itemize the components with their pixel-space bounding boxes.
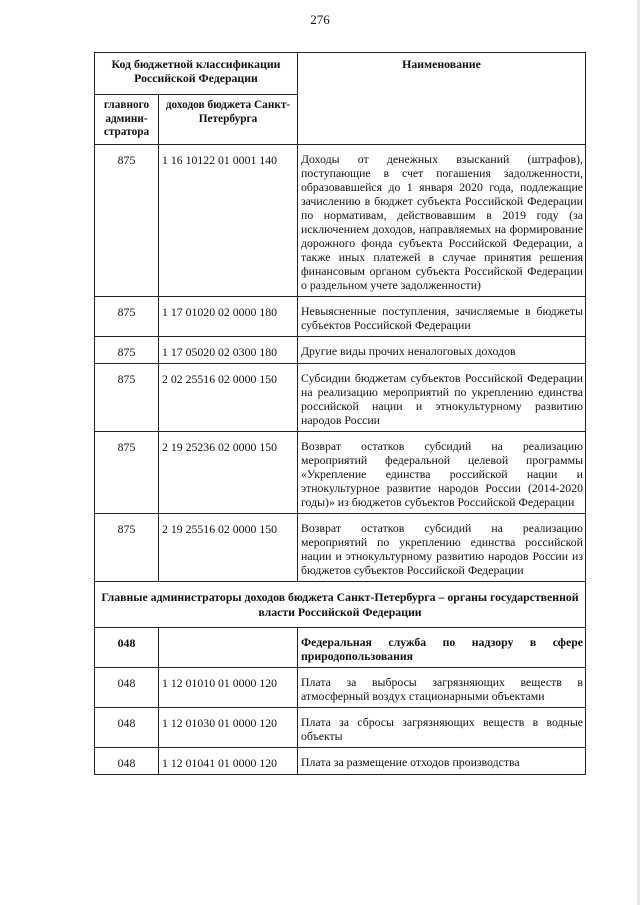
income-code-cell: 1 12 01041 01 0000 120: [159, 747, 298, 774]
table-row: [95, 296, 586, 336]
admin-code-cell: 875: [95, 513, 159, 581]
name-cell: Доходы от денежных взысканий (штрафов), поступающие в счет погашения задолженности, образовавшейся до 1 января 2020 года, подлежащие зачислению в бюджет субъекта Российской Федерации по нормативам, действовавшим в 2019 году (за исключением доходов, направляемых на формирование дорожного фонда субъекта Российской Федерации, а также иных платежей в случае принятия решения финансовым органом субъекта Российской Федерации о раздельном учете задолженности): [298, 144, 586, 296]
name-cell: Плата за размещение отходов производства: [298, 747, 586, 774]
name-cell: Субсидии бюджетам субъектов Российской Федерации на реализацию мероприятий по укреплению единства российской нации и этнокультурному развитию народов России: [298, 363, 586, 431]
section-header-row: [95, 581, 586, 627]
income-code-cell: 1 17 05020 02 0300 180: [159, 336, 298, 363]
header-row: [95, 53, 586, 95]
table-row: [95, 513, 586, 581]
table-row: [95, 747, 586, 774]
income-code-cell: 2 02 25516 02 0000 150: [159, 363, 298, 431]
table-row: [95, 336, 586, 363]
income-code-cell: [159, 627, 298, 667]
name-cell: Возврат остатков субсидий на реализацию мероприятий федеральной целевой программы «Укрепление единства российской нации и этнокультурное развитие народов России (2014-2020 годы)» из бюджетов субъектов Российской Федерации: [298, 431, 586, 513]
name-cell: Плата за выбросы загрязняющих веществ в атмосферный воздух стационарными объектами: [298, 667, 586, 707]
name-cell: Другие виды прочих неналоговых доходов: [298, 336, 586, 363]
table-row: [95, 667, 586, 707]
income-code-cell: 1 16 10122 01 0001 140: [159, 144, 298, 296]
code-group-header: Код бюджетной классификации Российской Федерации: [95, 53, 298, 95]
admin-code-cell: 875: [95, 144, 159, 296]
name-cell: Плата за сбросы загрязняющих веществ в водные объекты: [298, 707, 586, 747]
budget-classification-table: [94, 52, 586, 775]
page-number: 276: [310, 12, 330, 27]
section-title: Главные администраторы доходов бюджета Санкт-Петербурга – органы государственной власти Российской Федерации: [95, 581, 586, 627]
admin-code-cell: 048: [95, 747, 159, 774]
table-row: [95, 431, 586, 513]
administrator-row: [95, 627, 586, 667]
admin-code-cell: 048: [95, 627, 159, 667]
name-cell: Невыясненные поступления, зачисляемые в бюджеты субъектов Российской Федерации: [298, 296, 586, 336]
admin-code-cell: 048: [95, 667, 159, 707]
table-row: [95, 144, 586, 296]
admin-code-cell: 875: [95, 431, 159, 513]
admin-code-cell: 875: [95, 336, 159, 363]
name-cell: Возврат остатков субсидий на реализацию мероприятий по укреплению единства российской нации и этнокультурному развитию народов России из бюджетов субъектов Российской Федерации: [298, 513, 586, 581]
admin-code-cell: 048: [95, 707, 159, 747]
administrator-name-cell: Федеральная служба по надзору в сфере природопользования: [298, 627, 586, 667]
admin-code-cell: 875: [95, 296, 159, 336]
income-code-cell: 1 12 01010 01 0000 120: [159, 667, 298, 707]
table-row: [95, 707, 586, 747]
admin-column-header: главного админи-стратора: [95, 95, 159, 145]
income-code-cell: 1 17 01020 02 0000 180: [159, 296, 298, 336]
income-code-cell: 2 19 25236 02 0000 150: [159, 431, 298, 513]
income-code-cell: 2 19 25516 02 0000 150: [159, 513, 298, 581]
name-header: Наименование: [298, 53, 586, 145]
admin-code-cell: 875: [95, 363, 159, 431]
income-column-header: доходов бюджета Санкт-Петербурга: [159, 95, 298, 145]
income-code-cell: 1 12 01030 01 0000 120: [159, 707, 298, 747]
table-row: [95, 363, 586, 431]
